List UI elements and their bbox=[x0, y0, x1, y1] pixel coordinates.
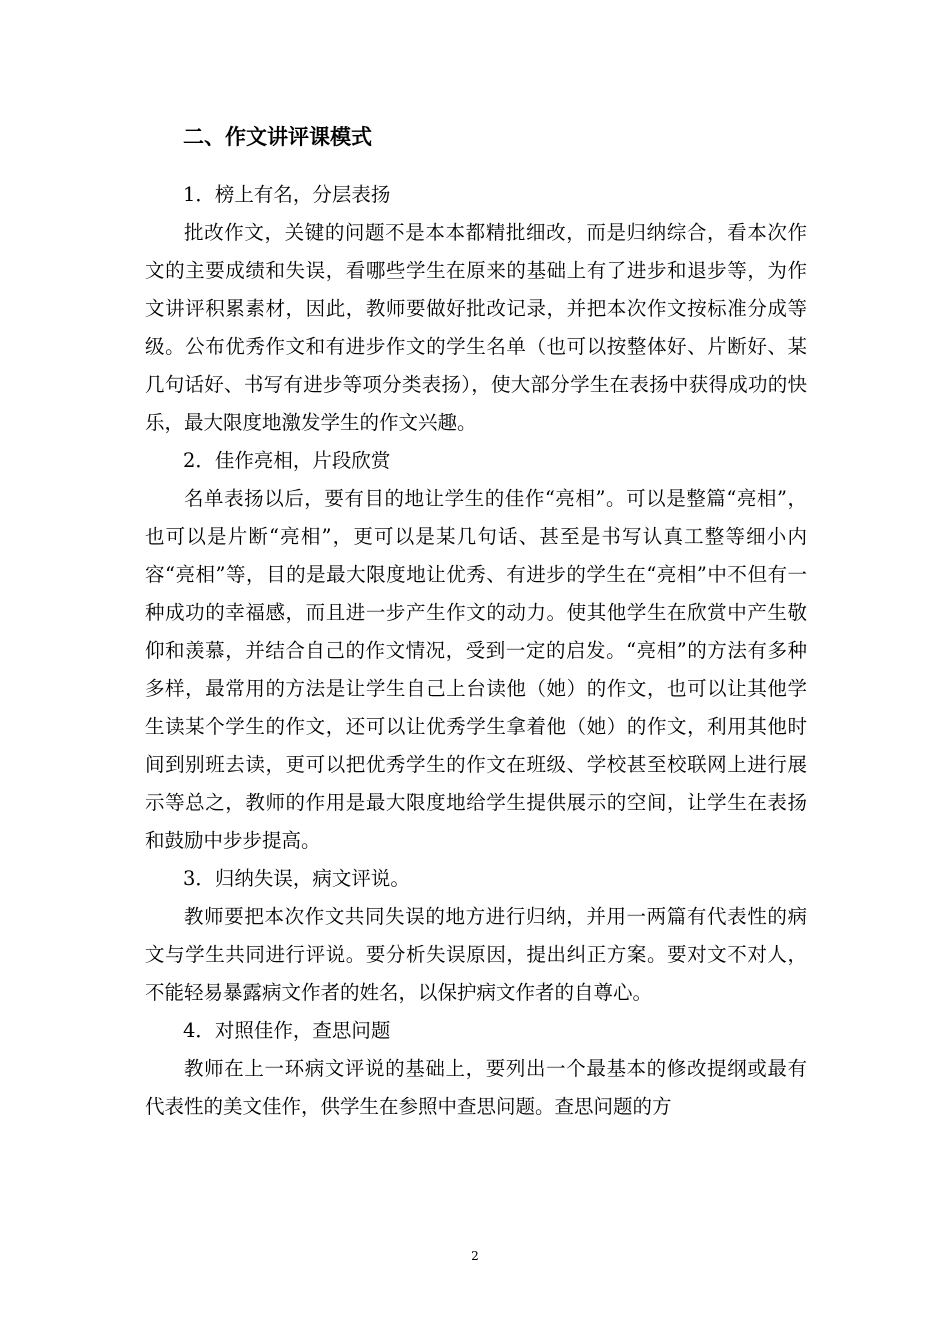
subsection-title-1: 1．榜上有名，分层表扬 bbox=[183, 183, 391, 206]
paragraph-3: 教师要把本次作文共同失误的地方进行归纳，并用一两篇有代表性的病文与学生共同进行评说。要分析失误原因，提出纠正方案。要对文不对人，不能轻易暴露病文作者的姓名，以保护病文作者的自尊心。 bbox=[145, 905, 807, 1004]
paragraph-1: 批改作文，关键的问题不是本本都精批细改，而是归纳综合，看本次作文的主要成绩和失误，看哪些学生在原来的基础上有了进步和退步等，为作文讲评积累素材，因此，教师要做好批改记录，并把本次作文按标准分成等级。公布优秀作文和有进步作文的学生名单（也可以按整体好、片断好、某几句话好、书写有进步等项分类表扬），使大部分学生在表扬中获得成功的快乐，最大限度地激发学生的作文兴趣。 bbox=[145, 221, 807, 434]
paragraph-4: 教师在上一环病文评说的基础上，要列出一个最基本的修改提纲或最有代表性的美文佳作，供学生在参照中查思问题。查思问题的方 bbox=[145, 1057, 807, 1118]
page-number: 2 bbox=[471, 1249, 479, 1263]
page-content bbox=[145, 118, 807, 1126]
subsection-title-4: 4．对照佳作，查思问题 bbox=[183, 1019, 391, 1042]
subsection-title-2: 2．佳作亮相，片段欣赏 bbox=[183, 449, 391, 472]
paragraph-2: 名单表扬以后，要有目的地让学生的佳作“亮相”。可以是整篇“亮相”，也可以是片断“亮相”，更可以是某几句话、甚至是书写认真工整等细小内容“亮相”等，目的是最大限度地让优秀、有进步的学生在“亮相”中不但有一种成功的幸福感，而且进一步产生作文的动力。使其他学生在欣赏中产生敬仰和羡慕，并结合自己的作文情况，受到一定的启发。“亮相”的方法有多种多样，最常用的方法是让学生自己上台读他（她）的作文，也可以让其他学生读某个学生的作文，还可以让优秀学生拿着他（她）的作文，利用其他时间到别班去读，更可以把优秀学生的作文在班级、学校甚至校联网上进行展示等总之，教师的作用是最大限度地给学生提供展示的空间，让学生在表扬和鼓励中步步提高。 bbox=[145, 487, 807, 852]
subsection-title-3: 3．归纳失误，病文评说。 bbox=[183, 867, 410, 890]
section-heading: 二、作文讲评课模式 bbox=[183, 125, 372, 149]
